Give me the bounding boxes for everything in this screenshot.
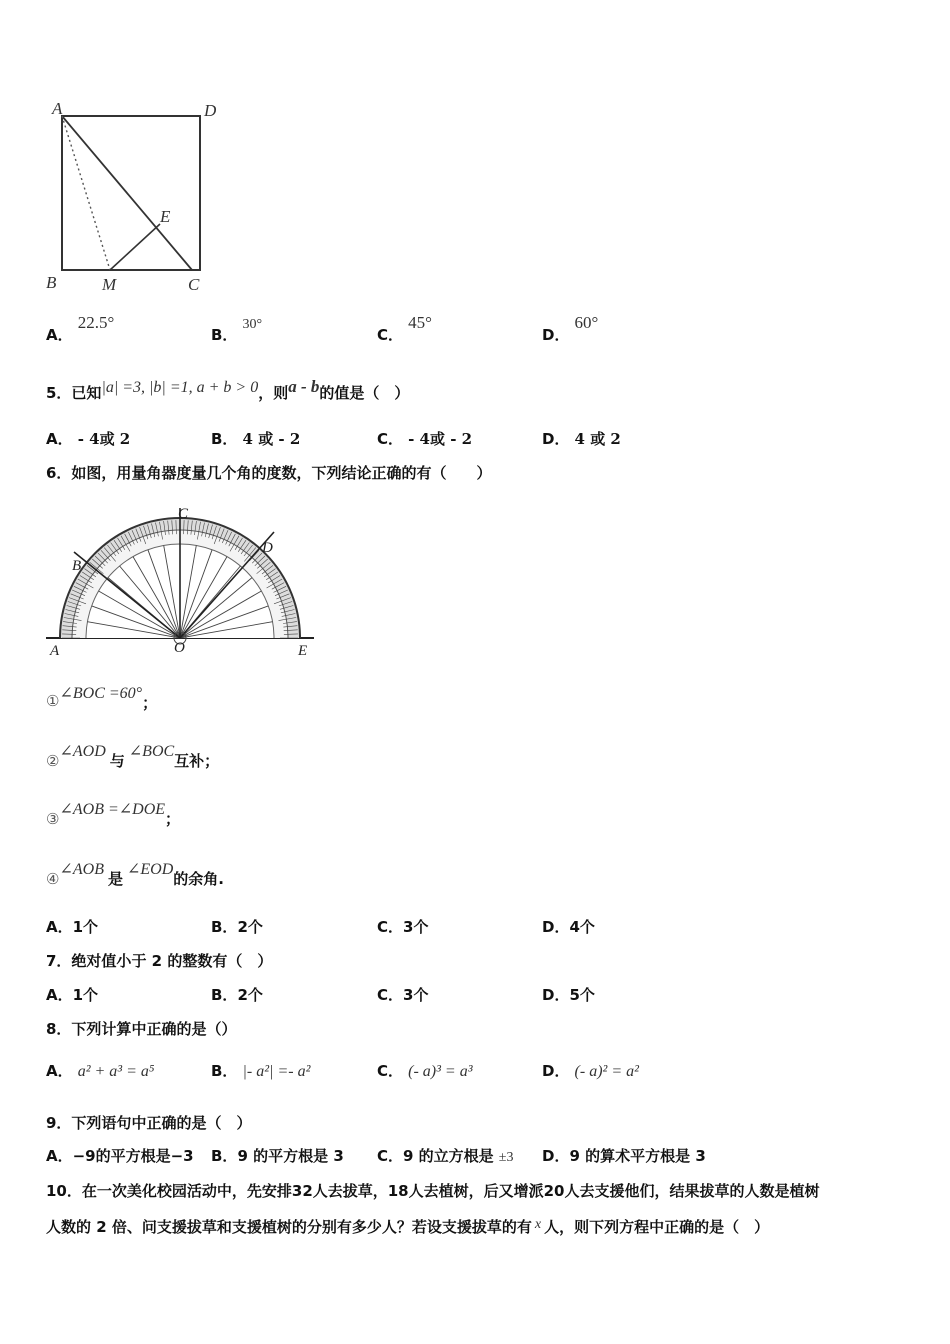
fig1-label-C: C: [188, 275, 200, 294]
q7-option-d[interactable]: [542, 984, 595, 1005]
option-value: 4个: [569, 918, 595, 936]
option-label: C．: [377, 1062, 404, 1080]
option-value: 3个: [403, 986, 429, 1004]
option-value: 30°: [242, 317, 263, 332]
q5-stem: [46, 376, 410, 402]
q8-option-a[interactable]: [46, 1060, 154, 1081]
fig2-label-B: B: [72, 558, 82, 574]
q7-option-b[interactable]: [211, 984, 263, 1005]
q5-option-b[interactable]: [211, 428, 300, 449]
option-value: - 4或 2: [77, 430, 131, 448]
q5-suffix: 的值是（ ）: [319, 384, 410, 402]
statement-text: 的余角.: [173, 870, 224, 888]
statement-text: ；: [165, 810, 181, 828]
option-value: - 4或 - 2: [408, 430, 473, 448]
statement-math-1: ∠AOD: [59, 743, 106, 760]
q6-statement-1: [46, 682, 158, 712]
option-value: 60°: [574, 313, 599, 332]
option-label: D．: [542, 430, 570, 448]
statement-mid: 是: [107, 870, 123, 888]
q9-option-b[interactable]: [211, 1145, 344, 1166]
option-value: −9的平方根是−3: [72, 1147, 194, 1165]
q6-option-b[interactable]: [211, 916, 263, 937]
q6-statement-4: [46, 858, 224, 888]
option-value: 5个: [569, 986, 595, 1004]
option-label: D．: [542, 918, 570, 936]
statement-number: ①: [46, 692, 60, 710]
q10-variable: x: [534, 1217, 542, 1232]
q5-condition: |a| =3, |b| =1, a + b > 0: [101, 379, 259, 396]
statement-text: ；: [142, 694, 158, 712]
q8-stem: 8．下列计算中正确的是（）: [46, 1020, 237, 1038]
statement-math: ∠AOB =∠DOE: [59, 801, 166, 818]
q10-line-2: [46, 1216, 769, 1237]
option-label: C．: [377, 918, 404, 936]
q6-stem: 6．如图，用量角器度量几个角的度数，下列结论正确的有（ ）: [46, 464, 492, 482]
option-label: B．: [211, 1147, 238, 1165]
fig1-label-E: E: [160, 207, 171, 226]
fig1-label-M: M: [102, 275, 117, 294]
statement-number: ④: [46, 870, 60, 888]
option-label: A．: [46, 430, 73, 448]
q5-mid: ，则: [258, 384, 289, 402]
q7-stem: 7．绝对值小于 2 的整数有（ ）: [46, 952, 273, 970]
q8-option-d[interactable]: [542, 1060, 639, 1081]
q6-option-a[interactable]: [46, 916, 98, 937]
fig1-label-A: A: [52, 99, 63, 118]
option-value: 9 的立方根是: [403, 1147, 494, 1165]
square-figure: [40, 98, 240, 298]
option-value: 45°: [408, 313, 432, 332]
q5-option-a[interactable]: [46, 428, 130, 449]
option-label: B．: [211, 1062, 238, 1080]
option-label: A．: [46, 1062, 73, 1080]
option-value: a² + a³ = a⁵: [77, 1063, 155, 1080]
statement-math: ∠BOC =60°: [59, 685, 143, 702]
q6-option-c[interactable]: [377, 916, 428, 937]
q4-option-d[interactable]: [542, 312, 599, 344]
option-value: 22.5°: [77, 313, 115, 332]
q7-option-c[interactable]: [377, 984, 428, 1005]
option-value: 4 或 - 2: [242, 430, 301, 448]
fig1-label-B: B: [46, 273, 57, 292]
q9-stem: 9．下列语句中正确的是（ ）: [46, 1114, 252, 1132]
q6-statement-2: [46, 740, 220, 770]
q4-option-a[interactable]: [46, 312, 115, 344]
option-value: 2个: [237, 986, 263, 1004]
statement-number: ②: [46, 752, 60, 770]
option-value: 9 的平方根是 3: [237, 1147, 344, 1165]
statement-math-2: ∠BOC: [128, 743, 175, 760]
option-label: D．: [542, 1147, 570, 1165]
option-label: D．: [542, 986, 570, 1004]
option-value: 2个: [237, 918, 263, 936]
protractor-figure: [42, 500, 322, 660]
q8-option-c[interactable]: [377, 1060, 472, 1081]
option-value: 1个: [72, 986, 99, 1004]
option-label: B．: [211, 986, 238, 1004]
option-value: (- a)³ = a³: [408, 1063, 473, 1080]
q6-statement-3: [46, 798, 181, 828]
statement-mid: 与: [109, 752, 125, 770]
q10-line-2a: 人数的 2 倍、问支援拔草和支援植树的分别有多少人？若设支援拔草的有: [46, 1218, 532, 1236]
fig2-label-C: C: [178, 506, 189, 522]
option-label: C．: [377, 430, 404, 448]
q7-option-a[interactable]: [46, 984, 98, 1005]
option-label: D．: [542, 326, 570, 344]
fig2-label-O: O: [174, 640, 185, 656]
q5-expr: a - b: [288, 377, 320, 396]
fig2-label-D: D: [262, 540, 273, 556]
statement-math-2: ∠EOD: [126, 861, 174, 878]
option-label: A．: [46, 326, 73, 344]
q5-option-d[interactable]: [542, 428, 621, 449]
statement-text: 互补；: [174, 752, 220, 770]
q5-prefix: 5．已知: [46, 384, 102, 402]
option-label: A．: [46, 918, 73, 936]
option-label: D．: [542, 1062, 570, 1080]
option-label: B．: [211, 326, 238, 344]
option-label: B．: [211, 918, 238, 936]
q9-option-c[interactable]: [377, 1145, 513, 1166]
option-label: C．: [377, 986, 404, 1004]
fig2-label-E: E: [298, 643, 308, 659]
q10-line-2b: 人，则下列方程中正确的是（ ）: [544, 1218, 770, 1236]
q8-option-b[interactable]: [211, 1060, 310, 1081]
q9-option-a[interactable]: [46, 1145, 194, 1166]
option-label: A．: [46, 1147, 73, 1165]
q4-option-b[interactable]: [211, 312, 263, 344]
q9-option-d[interactable]: [542, 1145, 706, 1166]
q6-option-d[interactable]: [542, 916, 595, 937]
option-label: C．: [377, 326, 404, 344]
statement-math-1: ∠AOB: [59, 861, 104, 878]
option-label: C．: [377, 1147, 404, 1165]
option-value: (- a)² = a²: [574, 1063, 639, 1080]
statement-number: ③: [46, 810, 60, 828]
option-value: |- a²| =- a²: [242, 1063, 311, 1080]
option-value: 9 的算术平方根是 3: [569, 1147, 706, 1165]
option-label: B．: [211, 430, 238, 448]
option-label: A．: [46, 986, 73, 1004]
option-value: 1个: [72, 918, 99, 936]
q4-option-c[interactable]: [377, 312, 432, 344]
option-math: ±3: [498, 1150, 514, 1165]
fig1-label-D: D: [204, 101, 217, 120]
fig2-label-A: A: [50, 643, 60, 659]
option-value: 4 或 2: [574, 430, 621, 448]
q5-option-c[interactable]: [377, 428, 472, 449]
q10-line-1: 10．在一次美化校园活动中，先安排32人去拔草，18人去植树，后又增派20人去支援他们，结果拔草的人数是植树: [46, 1182, 820, 1200]
option-value: 3个: [403, 918, 429, 936]
